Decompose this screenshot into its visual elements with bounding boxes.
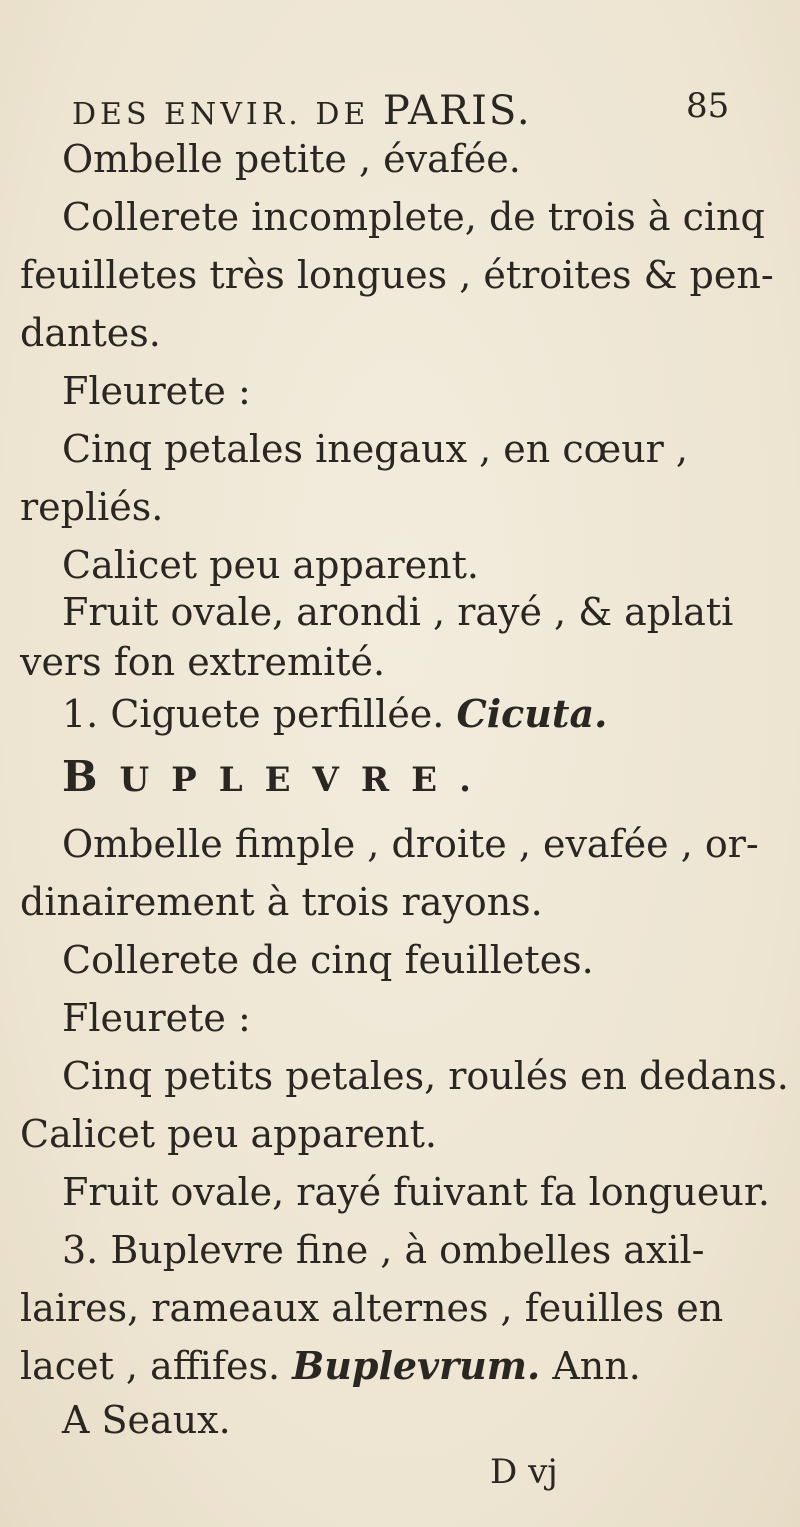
text-line: Cinq petales inegaux , en cœur , bbox=[62, 427, 688, 471]
text-line: Collerete de cinq feuilletes. bbox=[62, 938, 594, 982]
species-line: laires, rameaux alternes , feuilles en bbox=[20, 1286, 724, 1330]
species-line: 3. Buplevre fine , à ombelles axil- bbox=[62, 1228, 705, 1272]
text-line: Ombelle fimple , droite , evafée , or- bbox=[62, 822, 759, 866]
text-line: Ombelle petite , évafée. bbox=[62, 137, 521, 181]
text-line: Fleurete : bbox=[62, 369, 251, 413]
page-number: 85 bbox=[686, 86, 730, 126]
signature-mark: D vj bbox=[490, 1452, 558, 1492]
text-line: Calicet peu apparent. bbox=[62, 543, 479, 587]
species-text: 1. Ciguete perfillée. bbox=[62, 692, 457, 736]
section-heading bbox=[62, 752, 493, 801]
text-line: Calicet peu apparent. bbox=[20, 1112, 437, 1156]
running-head-large: PARIS. bbox=[382, 88, 532, 134]
ann-abbrev: Ann. bbox=[552, 1344, 641, 1388]
text-line: Fleurete : bbox=[62, 996, 251, 1040]
text-line: Collerete incomplete, de trois à cinq bbox=[62, 195, 765, 239]
heading-initial: B bbox=[62, 752, 120, 801]
species-line bbox=[20, 1344, 641, 1388]
running-head bbox=[72, 88, 672, 134]
text-line: Fruit ovale, rayé fuivant fa longueur. bbox=[62, 1170, 770, 1214]
text-line: dinairement à trois rayons. bbox=[20, 880, 543, 924]
species-text: lacet , affifes. bbox=[20, 1344, 281, 1388]
latin-name: Buplevrum. bbox=[292, 1343, 541, 1388]
text-line: Cinq petits petales, roulés en dedans. bbox=[62, 1054, 789, 1098]
species-location: A Seaux. bbox=[62, 1398, 231, 1442]
latin-name: Cicuta. bbox=[456, 691, 608, 736]
text-line: dantes. bbox=[20, 311, 161, 355]
text-line: repliés. bbox=[20, 485, 164, 529]
running-head-small: DES ENVIR. DE bbox=[72, 97, 383, 132]
text-line: vers fon extremité. bbox=[20, 640, 386, 684]
species-line bbox=[62, 692, 607, 736]
heading-rest: UPLEVRE. bbox=[119, 760, 493, 800]
text-line: Fruit ovale, arondi , rayé , & aplati bbox=[62, 590, 734, 634]
text-line: feuilletes très longues , étroites & pen- bbox=[20, 253, 774, 297]
